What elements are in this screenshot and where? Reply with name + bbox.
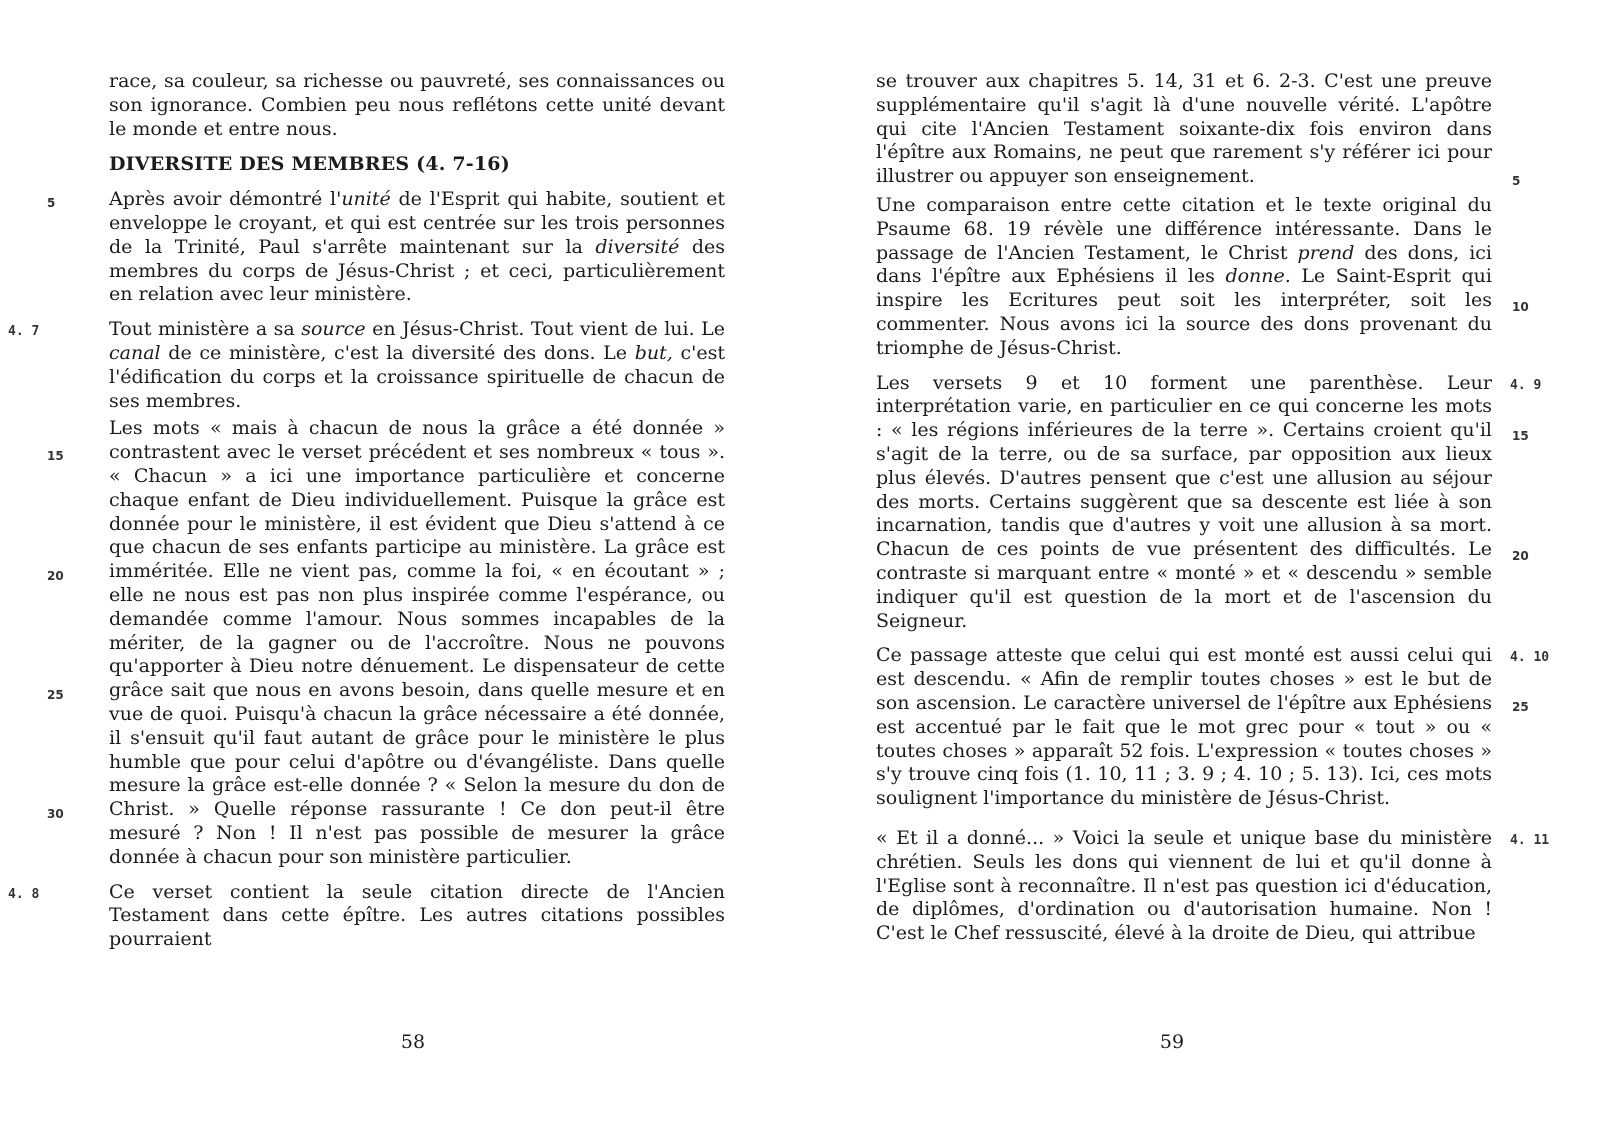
paragraph: race, sa couleur, sa richesse ou pauvreté, ses connaissances ou son ignorance. Combien peu nous reflétons cette unité devant le monde et entre nous. bbox=[109, 70, 725, 140]
paragraph: 5 Après avoir démontré l'unité de l'Esprit qui habite, soutient et enveloppe le croyant, et qui est centrée sur les trois personnes de la Trinité, Paul s'arrête maintenant sur la diversité des membres du corps de Jésus-Christ ; et ceci, particulièrement en relation avec leur ministère. bbox=[47, 188, 725, 306]
right-page bbox=[876, 70, 1550, 946]
line-number: 20 bbox=[47, 569, 64, 584]
line-number: 5 bbox=[47, 196, 56, 211]
line-number: 30 bbox=[47, 807, 64, 822]
paragraph: 15 20 25 30 Les mots « mais à chacun de nous la grâce a été donnée » contrastent avec le verset précédent et ses nombreux « tous ». « Chacun » a ici une importance particulière et concerne chaque enfant de Dieu individuellement. Puisque la grâce est donnée pour le ministère, il est évident que Dieu s'attend à ce que chacun de ses enfants participe au ministère. La grâce est imméritée. Elle ne vient pas, comme la foi, « en écoutant » ; elle ne nous est pas non plus inspirée comme l'espérance, ou demandée comme l'amour. Nous sommes incapables de la mériter, de la gagner ou de l'accroître. Nous ne pouvons qu'apporter à Dieu notre dénuement. Le dispensateur de cette grâce sait que nous en avons besoin, dans quelle mesure et en vue de quoi. Puisqu'à chacun la grâce nécessaire a été donnée, il s'ensuit qu'il faut autant de grâce pour le ministère le plus humble que pour celui d'apôtre ou d'évangéliste. Dans quelle mesure la grâce est-elle donnée ? « Selon la mesure du don de Christ. » Quelle réponse rassurante ! Ce don peut-il être mesuré ? Non ! Il n'est pas possible de mesurer la grâce donnée à chacun pour son ministère particulier. bbox=[47, 417, 725, 868]
verse-reference: 4. 8 bbox=[8, 886, 40, 902]
line-number: 25 bbox=[47, 688, 64, 703]
line-number: 15 bbox=[47, 449, 64, 464]
section-heading: DIVERSITE DES MEMBRES (4. 7-16) bbox=[109, 153, 510, 176]
paragraph: 4. 9 15 20 Les versets 9 et 10 forment une parenthèse. Leur interprétation varie, en particulier en ce qui concerne les mots : « les régions inférieures de la terre ». Certains croient qu'il s'agit de la terre, ou de sa surface, par opposition aux lieux plus élevés. D'autres pensent que c'est une allusion au séjour des morts. Certains suggèrent que sa descente est liée à son incarnation, tandis que d'autres y voit une allusion à sa mort. Chacun de ces points de vue présentent des difficultés. Le contraste si marquant entre « monté » et « descendu » semble indiquer qu'il est question de la mort et de l'ascension du Seigneur. bbox=[876, 372, 1492, 634]
verse-reference: 4. 7 bbox=[8, 324, 40, 340]
line-number: 20 bbox=[1512, 548, 1529, 563]
paragraph: 4. 7 Tout ministère a sa source en Jésus-Christ. Tout vient de lui. Le canal de ce ministère, c'est la diversité des dons. Le but, c'est l'édification du corps et la croissance spirituelle de chacun de ses membres. bbox=[8, 318, 725, 412]
paragraph: 4. 10 25 Ce passage atteste que celui qui est monté est aussi celui qui est descendu. « Afin de remplir toutes choses » est le but de son ascension. Le caractère universel de l'épître aux Ephésiens est accentué par le fait que le mot grec pour « tout » ou « toutes choses » apparaît 52 fois. L'expression « toutes choses » s'y trouve cinq fois (1. 10, 11 ; 3. 9 ; 4. 10 ; 5. 13). Ici, ces mots soulignent l'importance du ministère de Jésus-Christ. bbox=[876, 644, 1492, 811]
paragraph: 4. 11 « Et il a donné... » Voici la seule et unique base du ministère chrétien. Seuls les dons qui viennent de lui et qu'il donne à l'Eglise sont à reconnaître. Il n'est pas question ici d'éducation, de diplômes, d'ordination ou d'autorisation humaine. Non ! C'est le Chef ressuscité, élevé à la droite de Dieu, qui attribue bbox=[876, 827, 1492, 946]
line-number: 15 bbox=[1512, 428, 1529, 443]
paragraph: 5 se trouver aux chapitres 5. 14, 31 et 6. 2-3. C'est une preuve supplémentaire qu'il s'agit là d'une nouvelle vérité. L'apôtre qui cite l'Ancien Testament soixante-dix fois environ dans l'épître aux Romains, ne peut que rarement s'y référer ici pour illustrer ou appuyer son enseignement. bbox=[876, 70, 1492, 189]
verse-reference: 4. 11 bbox=[1510, 832, 1550, 848]
page-number: 58 bbox=[400, 1031, 426, 1053]
verse-reference: 4. 10 bbox=[1510, 650, 1550, 666]
page-number: 59 bbox=[1159, 1031, 1185, 1053]
line-number: 25 bbox=[1512, 700, 1529, 715]
paragraph: 10 Une comparaison entre cette citation et le texte original du Psaume 68. 19 révèle une différence intéressante. Dans le passage de l'Ancien Testament, le Christ prend des dons, ici dans l'épître aux Ephésiens il les donne. Le Saint-Esprit qui inspire les Ecritures peut soit les interpréter, soit les commenter. Nous avons ici la source des dons provenant du triomphe de Jésus-Christ. bbox=[876, 194, 1492, 361]
paragraph: 4. 8 Ce verset contient la seule citation directe de l'Ancien Testament dans cette épître. Les autres citations possibles pourraient bbox=[8, 880, 725, 951]
line-number: 5 bbox=[1512, 174, 1521, 188]
left-page bbox=[8, 70, 725, 952]
verse-reference: 4. 9 bbox=[1510, 377, 1542, 393]
line-number: 10 bbox=[1512, 299, 1529, 314]
